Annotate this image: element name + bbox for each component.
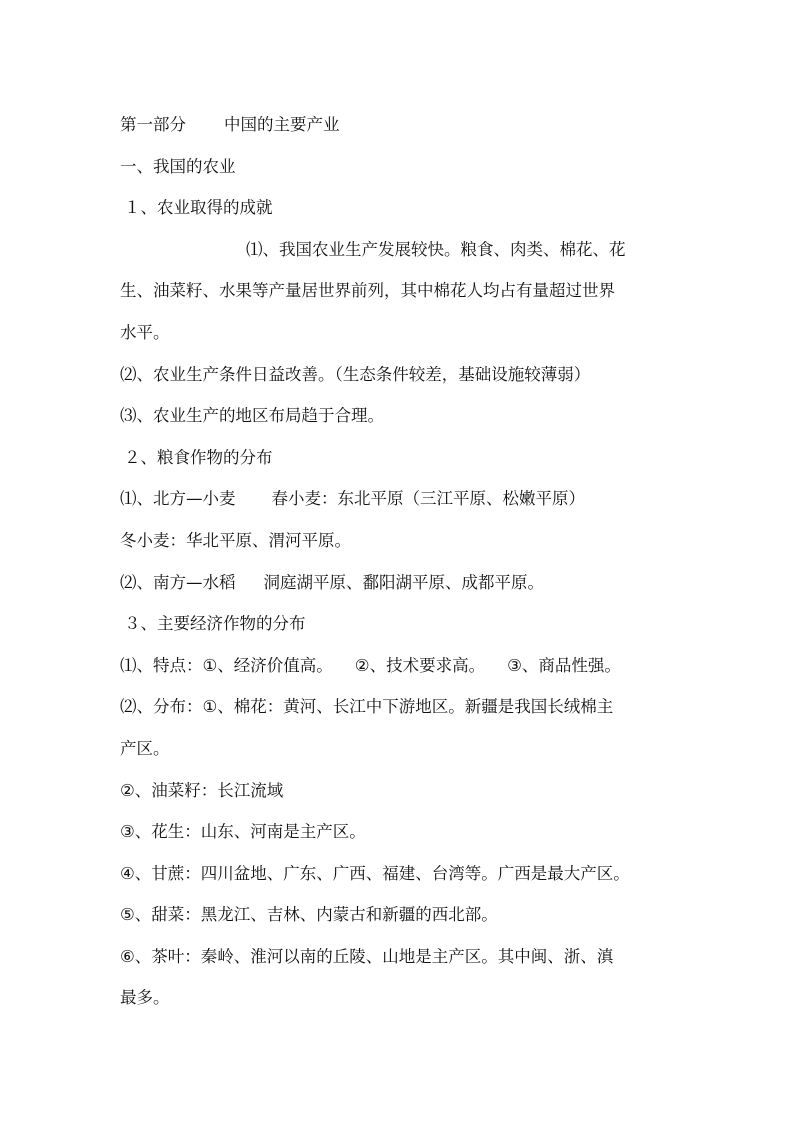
- north-spring-wheat: 春小麦：东北平原（三江平原、松嫩平原）: [271, 489, 585, 509]
- north-label: ⑴、北方—小麦: [120, 489, 236, 509]
- sub3-dist-line1: ⑵、分布：①、棉花：黄河、长江中下游地区。新疆是我国长绒棉主: [120, 697, 614, 717]
- sub2-north-winter: 冬小麦：华北平原、渭河平原。: [120, 530, 351, 550]
- sub3-rapeseed: ②、油菜籽：长江流域: [120, 780, 284, 800]
- title-subject: 中国的主要产业: [224, 115, 340, 134]
- sub1-item2: ⑵、农业生产条件日益改善。（生态条件较差，基础设施较薄弱）: [120, 364, 591, 384]
- sub3-tea-line2: 最多。: [120, 988, 170, 1008]
- sub1-heading: １、农业取得的成就: [124, 198, 273, 218]
- feature-2: ②、技术要求高。: [354, 655, 486, 675]
- sub3-dist-line2: 产区。: [120, 738, 170, 758]
- sub3-sugarbeet: ⑤、甜菜：黑龙江、吉林、内蒙古和新疆的西北部。: [120, 905, 498, 925]
- sub1-item1-line1: ⑴、我国农业生产发展较快。粮食、肉类、棉花、花: [246, 239, 626, 259]
- sub2-south: [120, 562, 690, 604]
- sub1-item3: ⑶、农业生产的地区布局趋于合理。: [120, 406, 384, 426]
- title-part: 第一部分: [120, 115, 186, 134]
- sub3-heading: ３、主要经济作物的分布: [124, 614, 306, 634]
- sub2-north: [120, 478, 690, 520]
- sub3-sugarcane: ④、甘蔗：四川盆地、广东、广西、福建、台湾等。广西是最大产区。: [120, 863, 630, 883]
- sub1-item1-line2: 生、油菜籽、水果等产量居世界前列，其中棉花人均占有量超过世界: [120, 281, 615, 301]
- page-title: [120, 104, 690, 146]
- sub3-peanut: ③、花生：山东、河南是主产区。: [120, 822, 366, 842]
- features-label: ⑴、特点：①、经济价值高。: [120, 655, 333, 675]
- document-body: [120, 104, 690, 1019]
- south-plains: 洞庭湖平原、鄱阳湖平原、成都平原。: [263, 572, 544, 592]
- feature-3: ③、商品性强。: [507, 655, 621, 675]
- sub2-heading: ２、粮食作物的分布: [124, 447, 273, 467]
- section1-heading: 一、我国的农业: [120, 156, 236, 176]
- sub3-tea-line1: ⑥、茶叶：秦岭、淮河以南的丘陵、山地是主产区。其中闽、浙、滇: [120, 946, 614, 966]
- sub3-features: [120, 645, 690, 687]
- sub1-item1-line3: 水平。: [120, 322, 170, 342]
- south-label: ⑵、南方—水稻: [120, 572, 236, 592]
